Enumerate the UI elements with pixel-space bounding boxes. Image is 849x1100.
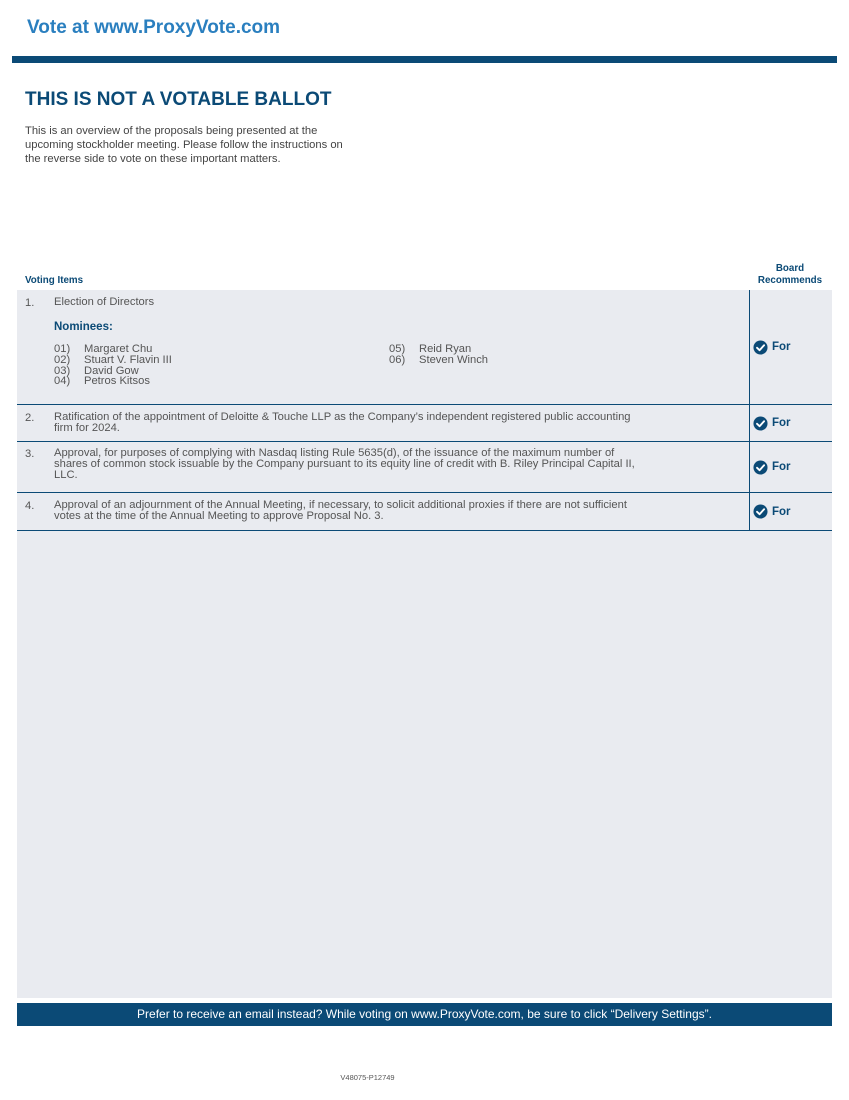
nominee-name: Petros Kitsos	[84, 375, 150, 388]
item-number: 2.	[25, 412, 35, 424]
description-line: Approval of an adjournment of the Annual Meeting, if necessary, to solicit additional proxies if there are not sufficient	[54, 499, 627, 511]
board-header-line: Board	[775, 263, 805, 274]
check-circle-icon	[753, 504, 768, 519]
recommendation-for	[753, 460, 791, 475]
nominee-number: 06)	[389, 353, 406, 366]
voting-item-row-3	[17, 442, 832, 493]
notice-body	[25, 124, 425, 166]
recommendation-for	[753, 504, 791, 519]
description-line: shares of common stock issuable by the Company pursuant to its equity line of credit with B. Riley Principal Capital II,	[54, 458, 635, 470]
description-line: firm for 2024.	[54, 422, 120, 434]
item-number: 1.	[25, 297, 35, 309]
nominee-name: David Gow	[84, 364, 139, 377]
proxyvote-link[interactable]: Vote at www.ProxyVote.com	[27, 17, 281, 38]
delivery-settings-banner: Prefer to receive an email instead? While voting on www.ProxyVote.com, be sure to click “Delivery Settings”.	[17, 1003, 832, 1026]
nominee-name: Steven Winch	[419, 353, 489, 366]
check-circle-icon	[753, 460, 768, 475]
check-circle-icon	[753, 416, 768, 431]
item-number: 4.	[25, 500, 35, 512]
recommendation-label: For	[772, 461, 791, 473]
description-line: LLC.	[54, 469, 78, 481]
voting-item-row-2	[17, 405, 832, 442]
item-main-cell	[17, 442, 749, 492]
nominees-label: Nominees:	[54, 321, 113, 333]
notice-line: This is an overview of the proposals being presented at the	[25, 125, 318, 137]
recommendation-for	[753, 340, 791, 355]
board-recommendation-cell	[749, 405, 832, 441]
column-header-voting-items: Voting Items	[25, 275, 84, 286]
board-header-line: Recommends	[757, 275, 823, 286]
notice-line: the reverse side to vote on these important matters.	[25, 153, 281, 165]
item-description: Election of Directors	[54, 296, 155, 308]
nominees-list-right	[389, 344, 488, 366]
item-main-cell	[17, 405, 749, 441]
nominee-name: Reid Ryan	[419, 343, 472, 355]
header-rule	[12, 56, 837, 63]
nominee-number: 05)	[389, 343, 406, 355]
voting-item-row-1	[17, 290, 832, 405]
board-recommendation-cell	[749, 442, 832, 492]
nominee-number: 01)	[54, 343, 71, 355]
recommendation-label: For	[772, 417, 791, 429]
description-line: Approval, for purposes of complying with Nasdaq listing Rule 5635(d), of the issuance of the maximum number of	[54, 447, 615, 459]
column-header-board-recommends	[749, 263, 831, 287]
board-recommendation-cell	[749, 290, 832, 404]
recommendation-for	[753, 416, 791, 431]
nominee-number: 04)	[54, 375, 71, 388]
nominee-number: 02)	[54, 353, 71, 366]
notice-line: upcoming stockholder meeting. Please follow the instructions on	[25, 139, 343, 151]
recommendation-label: For	[772, 505, 791, 518]
check-circle-icon	[753, 340, 768, 355]
recommendation-label: For	[772, 341, 791, 353]
item-main-cell	[17, 493, 749, 530]
nominee-number: 03)	[54, 364, 71, 377]
item-main-cell	[17, 290, 749, 404]
item-description	[54, 448, 744, 481]
nominee	[54, 376, 172, 387]
item-description	[54, 412, 744, 434]
nominee-name: Margaret Chu	[84, 343, 153, 355]
board-recommendation-cell	[749, 493, 832, 530]
description-line: votes at the time of the Annual Meeting to approve Proposal No. 3.	[54, 510, 384, 522]
nominee-name: Stuart V. Flavin III	[84, 353, 172, 366]
document-code: V48075-P12749	[340, 1073, 395, 1082]
item-description	[54, 500, 744, 522]
item-number: 3.	[25, 448, 35, 460]
voting-item-row-4	[17, 493, 832, 531]
description-line: Ratification of the appointment of Deloitte & Touche LLP as the Company’s independent registered public accounting	[54, 411, 631, 423]
nominees-list-left	[54, 344, 172, 387]
nominee	[389, 355, 488, 366]
notice-title: THIS IS NOT A VOTABLE BALLOT	[25, 89, 332, 110]
